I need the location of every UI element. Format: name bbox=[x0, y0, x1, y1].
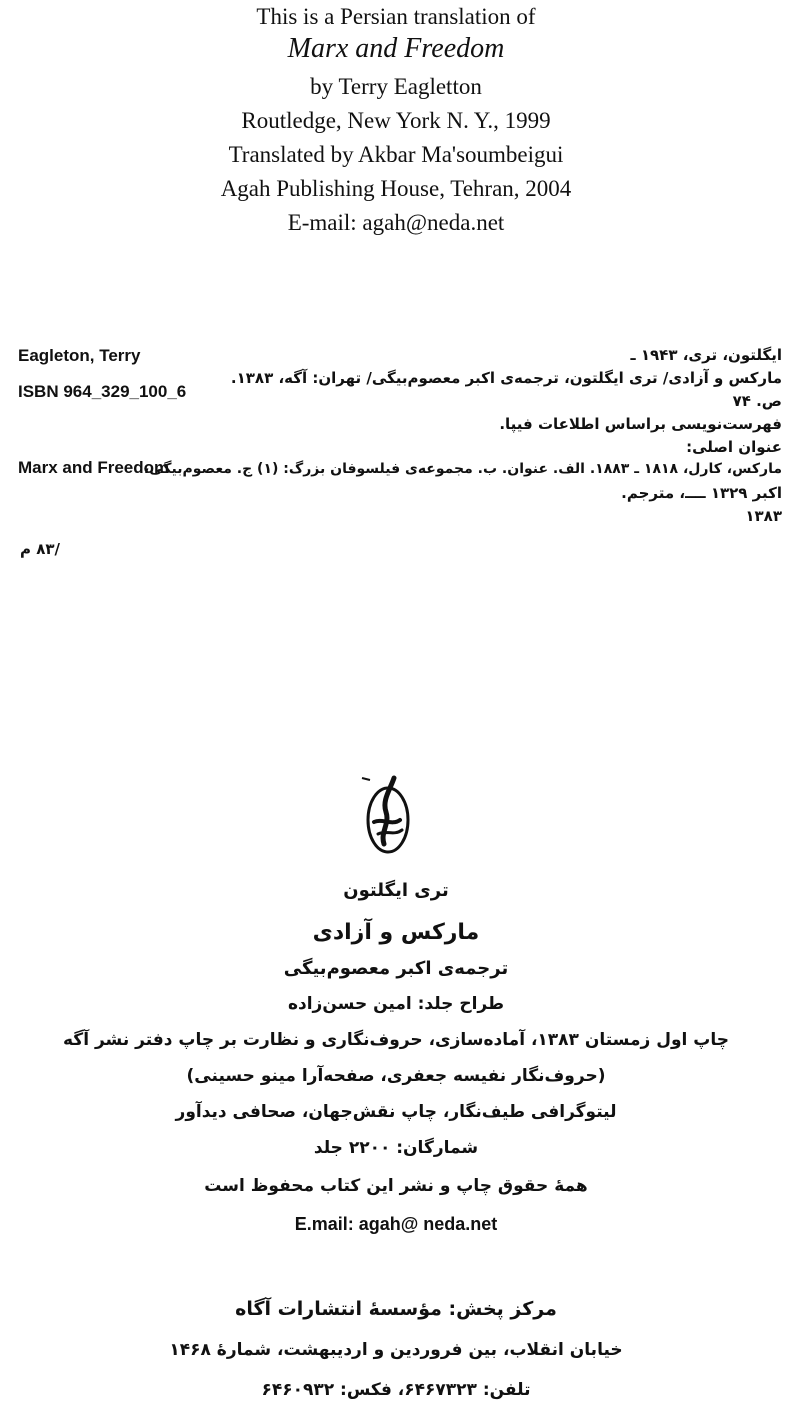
colophon-translator: ترجمه‌ی اکبر معصوم‌بیگی bbox=[283, 958, 509, 979]
distribution-center: مرکز پخش: مؤسسهٔ انتشارات آگاه bbox=[235, 1298, 557, 1320]
cip-fa-line6: مارکس، کارل، ۱۸۱۸ ـ ۱۸۸۳. الف. عنوان. ب. مجموعه‌ی فیلسوفان بزرگ: (۱) ج. معصوم‌بیگی، bbox=[143, 461, 782, 477]
translator-english: Translated by Akbar Ma'soumbeigui bbox=[228, 142, 564, 167]
cip-author-english: Eagleton, Terry bbox=[18, 346, 141, 365]
header-line-intro: This is a Persian translation of bbox=[256, 4, 536, 29]
cip-fa-line4: فهرست‌نویسی براساس اطلاعات فیپا. bbox=[499, 415, 782, 433]
colophon-rights: همهٔ حقوق چاپ و نشر این کتاب محفوظ است bbox=[204, 1176, 588, 1196]
book-title-english: Marx and Freedom bbox=[287, 33, 505, 64]
cip-fa-line8: ۱۳۸۳ bbox=[745, 507, 782, 525]
cip-fa-line2: مارکس و آزادی/ تری ایگلتون، ترجمه‌ی اکبر معصوم‌بیگی/ تهران: آگه، ۱۳۸۳. bbox=[230, 369, 782, 387]
colophon-email: E.mail: agah@ neda.net bbox=[294, 1214, 498, 1234]
email-english: E-mail: agah@neda.net bbox=[287, 210, 505, 235]
colophon-typesetting: (حروف‌نگار نفیسه جعفری، صفحه‌آرا مینو حسینی) bbox=[186, 1066, 606, 1086]
colophon-printing: لیتوگرافی طیف‌نگار، چاپ نقش‌جهان، صحافی دیدآور bbox=[175, 1102, 617, 1122]
cip-fa-line3: ص. ۷۴ bbox=[732, 392, 782, 410]
publisher-english: Routledge, New York N. Y., 1999 bbox=[241, 108, 551, 133]
cip-fa-line5: عنوان اصلی: bbox=[686, 438, 782, 456]
cip-isbn: ISBN 964_329_100_6 bbox=[18, 382, 187, 401]
colophon-edition: چاپ اول زمستان ۱۳۸۳، آماده‌سازی، حروف‌نگاری و نظارت بر چاپ دفتر نشر آگه bbox=[63, 1030, 729, 1050]
persian-publisher-english: Agah Publishing House, Tehran, 2004 bbox=[220, 176, 572, 201]
colophon-print-run: شمارگان: ۲۲۰۰ جلد bbox=[313, 1138, 479, 1158]
agah-logo-icon bbox=[360, 770, 414, 856]
colophon-cover-designer: طراح جلد: امین حسن‌زاده bbox=[287, 994, 505, 1014]
author-english: by Terry Eagletton bbox=[310, 74, 482, 99]
colophon-author: تری ایگلتون bbox=[343, 880, 449, 901]
cip-title-english: Marx and Freedom bbox=[18, 458, 170, 477]
cip-classmark: /۸۳ م bbox=[20, 540, 61, 558]
cip-fa-line7: اکبر ۱۳۲۹ ــــ، مترجم. bbox=[621, 484, 782, 502]
colophon-title: مارکس و آزادی bbox=[312, 920, 480, 945]
distribution-phone: تلفن: ۶۴۶۷۳۲۳، فکس: ۶۴۶۰۹۳۲ bbox=[261, 1380, 531, 1400]
distribution-address: خیابان انقلاب، بین فروردین و اردیبهشت، شمارهٔ ۱۴۶۸ bbox=[169, 1340, 623, 1360]
cip-fa-line1: ایگلتون، تری، ۱۹۴۳ ـ bbox=[630, 346, 782, 364]
